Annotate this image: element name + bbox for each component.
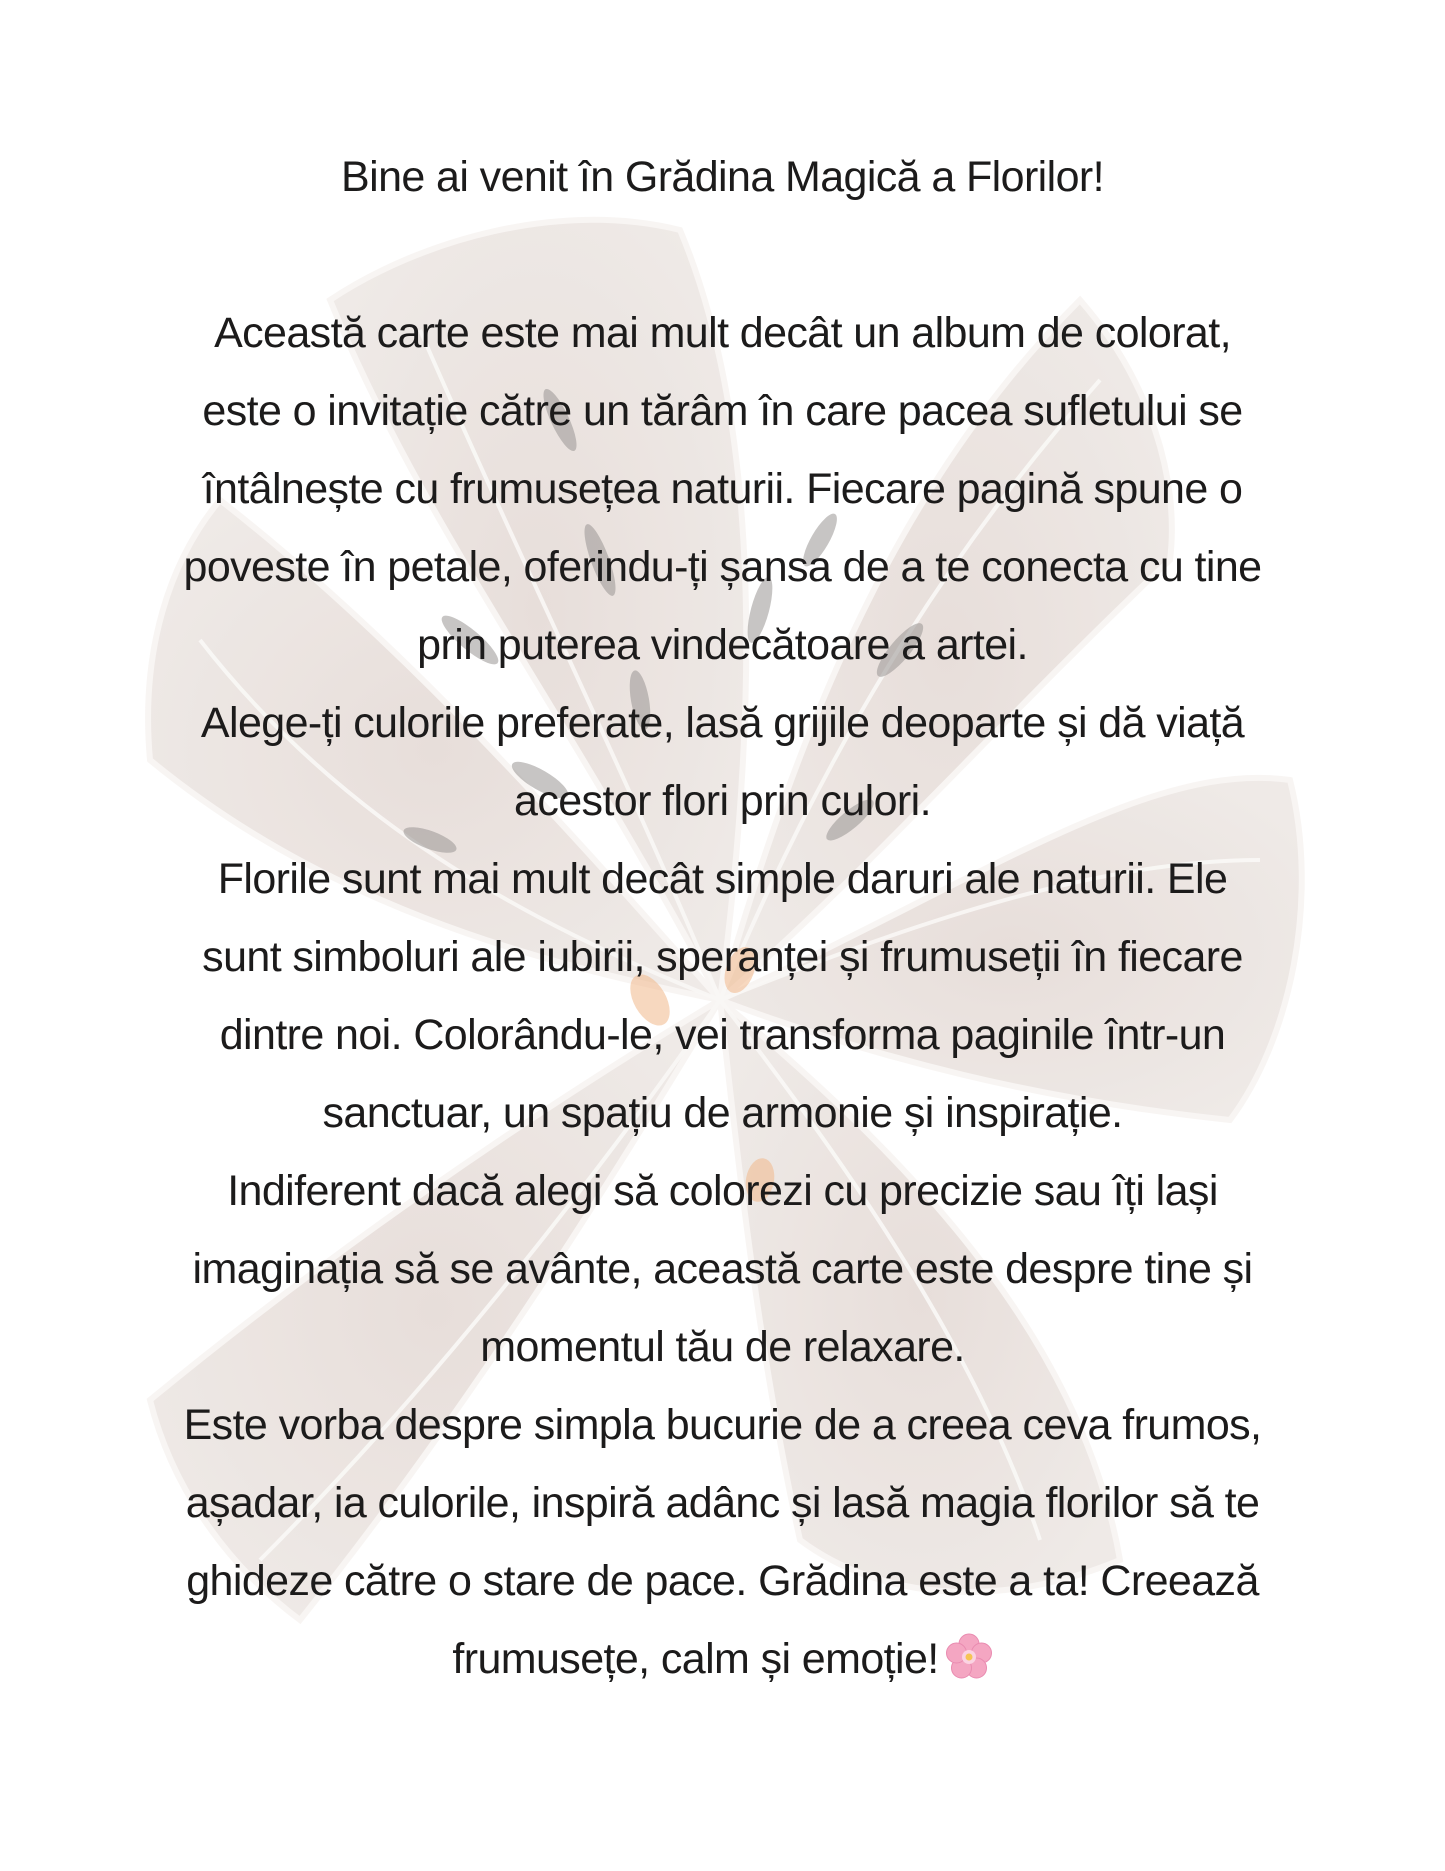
paragraph-line: dintre noi. Colorându-le, vei transforma paginile într-un <box>219 1011 1226 1059</box>
paragraph-line: este o invitație către un tărâm în care pacea sufletului se <box>202 387 1243 435</box>
paragraph-line: acestor flori prin culori. <box>514 777 931 825</box>
paragraph-line: Este vorba despre simpla bucurie de a creea ceva frumos, <box>183 1401 1262 1449</box>
paragraph-line: ghideze către o stare de pace. Grădina este a ta! Creează <box>186 1557 1259 1605</box>
paragraph-line: poveste în petale, oferindu-ți șansa de a te conecta cu tine <box>183 543 1262 591</box>
paragraph-line: momentul tău de relaxare. <box>480 1323 965 1371</box>
paragraph-line: sunt simboluri ale iubirii, speranței și frumuseții în fiecare <box>202 933 1243 981</box>
paragraph-line: prin puterea vindecătoare a artei. <box>417 621 1028 669</box>
paragraph-line: imaginația să se avânte, această carte este despre tine și <box>192 1245 1253 1293</box>
paragraph-line: întâlnește cu frumusețea naturii. Fiecare pagină spune o <box>202 465 1243 513</box>
blank-line <box>150 216 1295 294</box>
paragraph-line: Florile sunt mai mult decât simple daruri ale naturii. Ele <box>217 855 1228 903</box>
paragraph-line: Alege-ți culorile preferate, lasă grijile deoparte și dă viață <box>200 699 1245 747</box>
cherry-blossom-icon <box>945 1633 993 1681</box>
document-text <box>150 138 1295 1698</box>
paragraph-line: sanctuar, un spațiu de armonie și inspirație. <box>322 1089 1123 1137</box>
paragraph-line: așadar, ia culorile, inspiră adânc și lasă magia florilor să te <box>185 1479 1260 1527</box>
document-title: Bine ai venit în Grădina Magică a Florilor! <box>341 153 1104 201</box>
paragraph-line: Indiferent dacă alegi să colorezi cu precizie sau îți lași <box>227 1167 1218 1215</box>
final-line-text: frumusețe, calm și emoție! <box>452 1635 939 1683</box>
final-line <box>150 1620 1295 1698</box>
paragraph-line: Această carte este mai mult decât un album de colorat, <box>214 309 1231 357</box>
